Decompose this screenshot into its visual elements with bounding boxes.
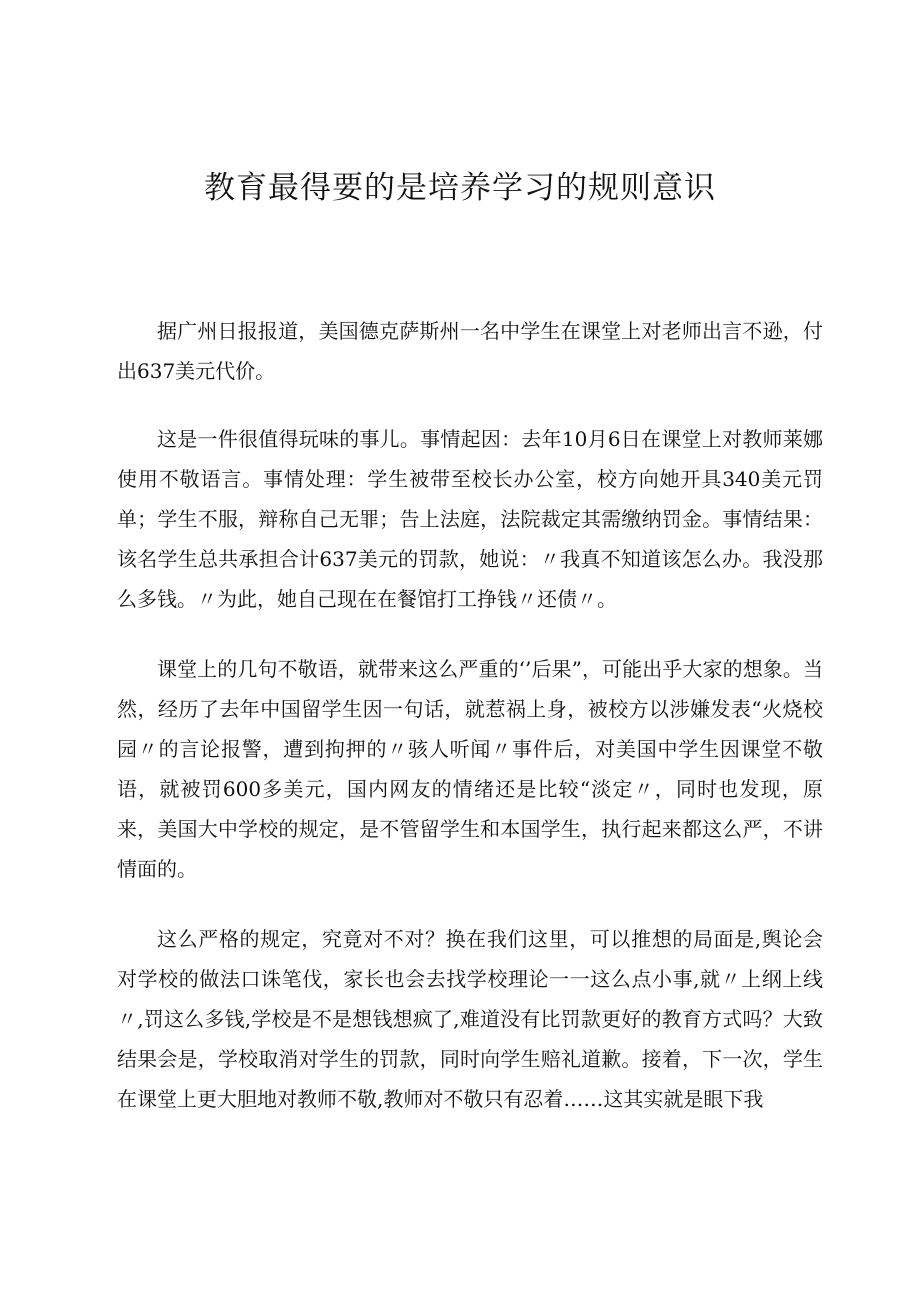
document-title: 教育最得要的是培养学习的规则意识 [204,170,716,206]
paragraph-4: 这么严格的规定，究竟对不对？换在我们这里，可以推想的局面是,舆论会对学校的做法口诛笔伐，家长也会去找学校理论一一这么点小事,就〃上纲上线〃,罚这么多钱,学校是不是想钱想疯了,难道没有比罚款更好的教育方式吗？大致结果会是，学校取消对学生的罚款，同时向学生赔礼道歉。接着，下一次，学生在课堂上更大胆地对教师不敬,教师对不敬只有忍着……这其实就是眼下我 [117,927,823,1111]
paragraph-2: 这是一件很值得玩味的事儿。事情起因：去年10月6日在课堂上对教师莱娜使用不敬语言。事情处理：学生被带至校长办公室，校方向她开具340美元罚单；学生不服，辩称自己无罪；告上法庭，法院裁定其需缴纳罚金。事情结果：该名学生总共承担合计637美元的罚款，她说：〃我真不知道该怎么办。我没那么多钱。〃为此，她自己现在在餐馆打工挣钱〃还债〃。 [117,427,823,611]
paragraph-1: 据广州日报报道，美国德克萨斯州一名中学生在课堂上对老师出言不逊，付出637美元代价。 [117,319,823,383]
document-body [117,311,823,1149]
paragraph-3: 课堂上的几句不敬语，就带来这么严重的‘’后果”，可能出乎大家的想象。当然，经历了去年中国留学生因一句话，就惹祸上身，被校方以涉嫌发表“火烧校园〃的言论报警，遭到拘押的〃骇人听闻〃事件后，对美国中学生因课堂不敬语，就被罚600多美元，国内网友的情绪还是比较“淡定〃，同时也发现，原来，美国大中学校的规定，是不管留学生和本国学生，执行起来都这么严，不讲情面的。 [117,657,823,881]
